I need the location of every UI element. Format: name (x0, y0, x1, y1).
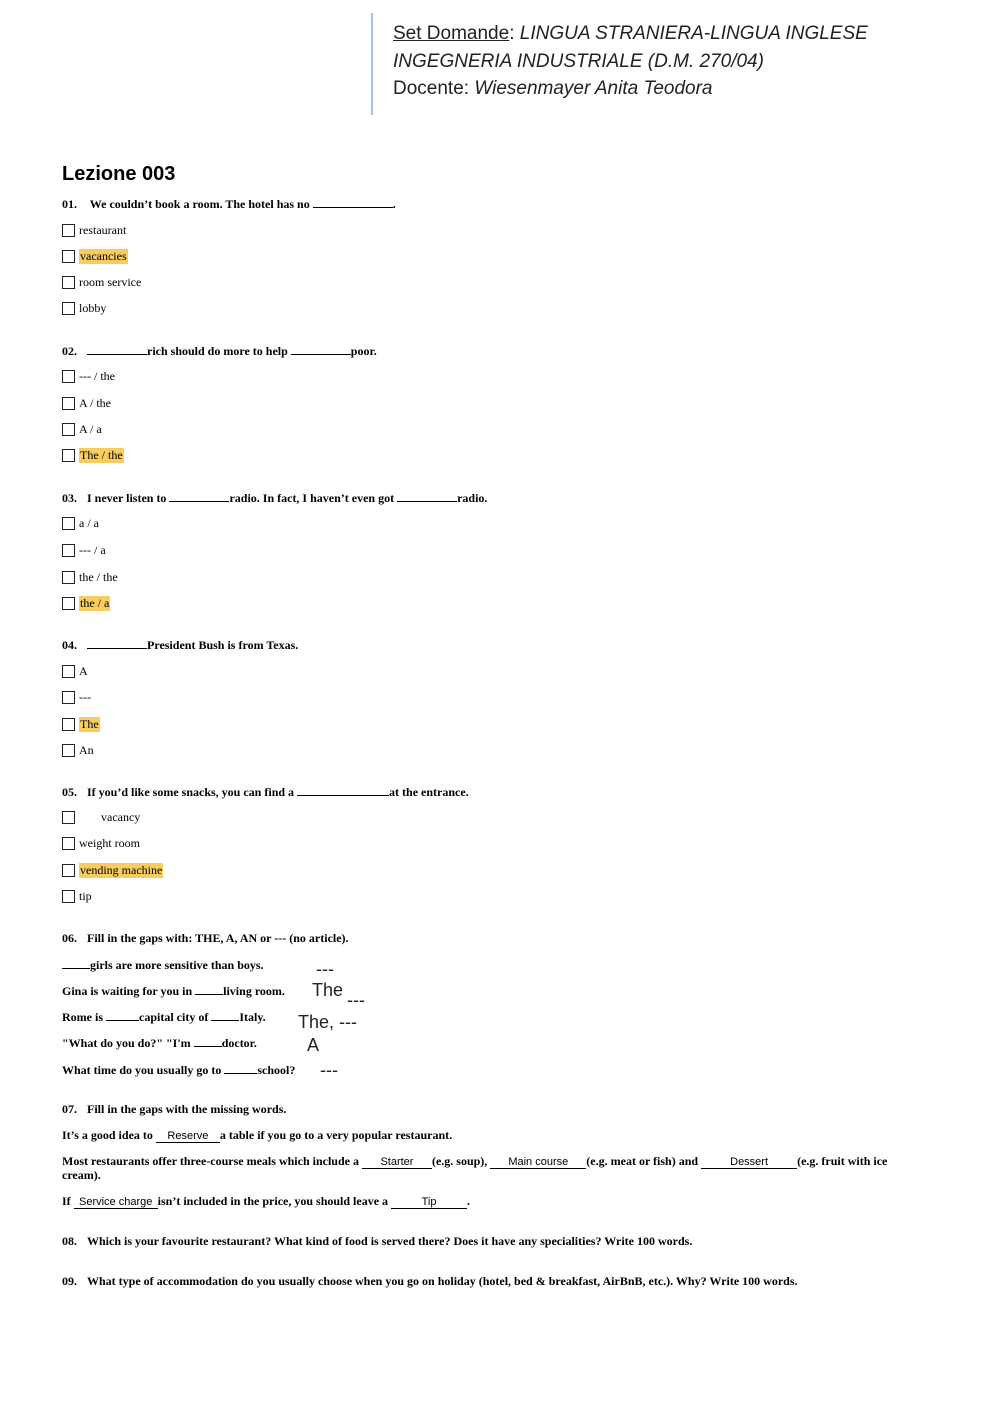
checkbox[interactable] (62, 864, 75, 877)
question-text-end: . (392, 197, 396, 211)
question-text: I never listen to (87, 491, 167, 505)
option-item[interactable] (62, 274, 141, 290)
option-label: --- / the (79, 368, 115, 383)
gap (195, 984, 223, 995)
gap (169, 491, 229, 502)
teacher-label: Docente: (393, 78, 470, 99)
option-label: --- / a (79, 542, 106, 557)
gap-line (62, 958, 264, 973)
question-07 (62, 1102, 286, 1117)
gap-line (62, 1063, 295, 1078)
option-label: A / the (79, 395, 111, 410)
gap-line-continuation (62, 1168, 101, 1183)
question-06 (62, 931, 349, 946)
answer-text[interactable]: The (312, 980, 344, 1000)
line-text: Italy. (239, 1010, 266, 1024)
option-item[interactable] (62, 368, 115, 384)
question-text: Fill in the gaps with: THE, A, AN or --- (no article). (87, 931, 349, 945)
checkbox[interactable] (62, 597, 75, 610)
option-label: lobby (79, 300, 107, 315)
option-item[interactable] (62, 515, 99, 531)
gap (87, 638, 147, 649)
option-label: restaurant (79, 222, 127, 237)
line-text: (e.g. meat or fish) and (586, 1154, 699, 1168)
question-text: If you’d like some snacks, you can find a (87, 785, 295, 799)
checkbox[interactable] (62, 544, 75, 557)
question-text: What type of accommodation do you usually choose when you go on holiday (hotel, bed & breakfast, AirBnB, etc.). Why? Write 100 words. (87, 1274, 798, 1288)
option-item[interactable] (62, 595, 110, 611)
option-item[interactable] (62, 742, 94, 758)
option-item[interactable] (62, 542, 106, 558)
question-number: 06. (62, 931, 77, 945)
option-item[interactable] (62, 716, 100, 732)
line-text: girls are more sensitive than boys. (90, 958, 264, 972)
answer-field[interactable]: Starter (362, 1157, 432, 1169)
question-number: 02. (62, 344, 77, 358)
gap (291, 344, 351, 355)
question-text-end: at the entrance. (389, 785, 469, 799)
question-04 (62, 638, 298, 653)
answer-text[interactable]: A (307, 1035, 320, 1055)
line-text: Gina is waiting for you in (62, 984, 193, 998)
option-item[interactable] (62, 222, 126, 238)
checkbox[interactable] (62, 250, 75, 263)
gap-line (62, 1194, 470, 1209)
answer-text[interactable]: The, --- (298, 1012, 358, 1032)
line-text: (e.g. fruit with ice (797, 1154, 888, 1168)
set-value: LINGUA STRANIERA-LINGUA INGLESE (519, 23, 868, 44)
option-label-correct: the / a (80, 595, 110, 610)
option-item[interactable] (62, 569, 118, 585)
option-item[interactable] (62, 835, 140, 851)
option-item[interactable] (62, 888, 92, 904)
answer-field[interactable]: Service charge (74, 1197, 158, 1209)
set-colon: : (509, 23, 515, 44)
line-text: Rome is (62, 1010, 103, 1024)
question-03 (62, 491, 487, 506)
option-item[interactable] (62, 663, 88, 679)
question-number: 01. (62, 197, 77, 211)
option-item[interactable] (62, 809, 140, 825)
question-09 (62, 1274, 798, 1289)
checkbox[interactable] (62, 397, 75, 410)
line-text: It’s a good idea to (62, 1128, 153, 1142)
option-item[interactable] (62, 300, 106, 316)
option-item[interactable] (62, 248, 128, 264)
option-label: --- (79, 689, 91, 704)
answer-field[interactable]: Reserve (156, 1131, 220, 1143)
option-label-correct: The (80, 716, 99, 731)
answer-field[interactable]: Main course (490, 1157, 586, 1169)
checkbox[interactable] (62, 571, 75, 584)
gap-line (62, 1010, 266, 1025)
question-08 (62, 1234, 692, 1249)
checkbox[interactable] (62, 837, 75, 850)
question-05 (62, 785, 469, 800)
option-label: A (79, 663, 88, 678)
checkbox[interactable] (62, 517, 75, 530)
line-text: living room. (223, 984, 285, 998)
gap (297, 785, 389, 796)
gap-line (62, 984, 285, 999)
question-01 (62, 197, 396, 212)
option-label: tip (79, 888, 92, 903)
teacher-name: Wiesenmayer Anita Teodora (474, 78, 713, 99)
option-item[interactable] (62, 689, 91, 705)
gap (87, 344, 147, 355)
question-number: 04. (62, 638, 77, 652)
question-number: 03. (62, 491, 77, 505)
option-item[interactable] (62, 862, 163, 878)
checkbox[interactable] (62, 718, 75, 731)
lesson-title: Lezione 003 (62, 163, 176, 185)
gap-line (62, 1128, 452, 1143)
option-item[interactable] (62, 395, 111, 411)
gap (106, 1010, 139, 1021)
question-text: Which is your favourite restaurant? What kind of food is served there? Does it have any specialities? Write 100 words. (87, 1234, 693, 1248)
set-label: Set Domande (393, 23, 510, 44)
line-text: isn’t included in the price, you should leave a (157, 1194, 389, 1208)
line-text: What time do you usually go to (62, 1063, 222, 1077)
option-label: An (79, 742, 94, 757)
checkbox[interactable] (62, 423, 75, 436)
line-text: school? (257, 1063, 296, 1077)
option-item[interactable] (62, 421, 102, 437)
question-text-end: radio. (457, 491, 488, 505)
option-label: vacancy (101, 809, 141, 824)
question-number: 09. (62, 1274, 77, 1288)
option-label: A / a (79, 421, 102, 436)
question-02 (62, 344, 377, 359)
answer-field[interactable]: Dessert (701, 1157, 797, 1169)
gap-line (62, 1154, 887, 1169)
checkbox[interactable] (62, 665, 75, 678)
line-text: "What do you do?" "I'm (62, 1036, 191, 1050)
checkbox[interactable] (62, 449, 75, 462)
option-label: weight room (79, 835, 140, 850)
line-text: capital city of (139, 1010, 209, 1024)
option-item[interactable] (62, 447, 124, 463)
gap (313, 197, 393, 208)
gap (211, 1010, 239, 1021)
gap (224, 1063, 257, 1074)
answer-text[interactable]: --- (347, 990, 365, 1010)
answer-field[interactable]: Tip (391, 1197, 467, 1209)
checkbox[interactable] (62, 691, 75, 704)
question-text: President Bush is from Texas. (147, 638, 299, 652)
checkbox[interactable] (62, 811, 75, 824)
option-label: the / the (79, 569, 118, 584)
question-text: radio. In fact, I haven’t even got (229, 491, 395, 505)
question-number: 05. (62, 785, 77, 799)
question-text: Fill in the gaps with the missing words. (87, 1102, 287, 1116)
document-header (393, 20, 983, 103)
option-label-correct: The / the (80, 447, 123, 462)
line-text: cream). (62, 1168, 101, 1182)
header-divider (371, 13, 373, 115)
question-number: 08. (62, 1234, 77, 1248)
checkbox[interactable] (62, 890, 75, 903)
checkbox[interactable] (62, 224, 75, 237)
line-text: . (467, 1194, 471, 1208)
checkbox[interactable] (62, 744, 75, 757)
option-label: room service (79, 274, 142, 289)
option-label: a / a (79, 515, 99, 530)
question-number: 07. (62, 1102, 77, 1116)
checkbox[interactable] (62, 276, 75, 289)
answer-text[interactable]: --- (316, 959, 334, 979)
gap (194, 1036, 222, 1047)
course-name: INGEGNERIA INDUSTRIALE (D.M. 270/04) (393, 50, 764, 72)
question-text: We couldn’t book a room. The hotel has no (89, 197, 310, 211)
line-text: (e.g. soup), (431, 1154, 488, 1168)
option-label-correct: vacancies (80, 248, 127, 263)
gap (62, 958, 90, 969)
gap-line (62, 1036, 257, 1051)
question-text-end: poor. (350, 344, 377, 358)
line-text: doctor. (221, 1036, 257, 1050)
line-text: a table if you go to a very popular restaurant. (219, 1128, 453, 1142)
gap (397, 491, 457, 502)
question-text: rich should do more to help (147, 344, 288, 358)
option-label-correct: vending machine (80, 862, 163, 877)
answer-text[interactable]: --- (320, 1060, 338, 1080)
checkbox[interactable] (62, 370, 75, 383)
checkbox[interactable] (62, 302, 75, 315)
line-text: Most restaurants offer three-course meals which include a (62, 1154, 359, 1168)
line-text: If (62, 1194, 71, 1208)
